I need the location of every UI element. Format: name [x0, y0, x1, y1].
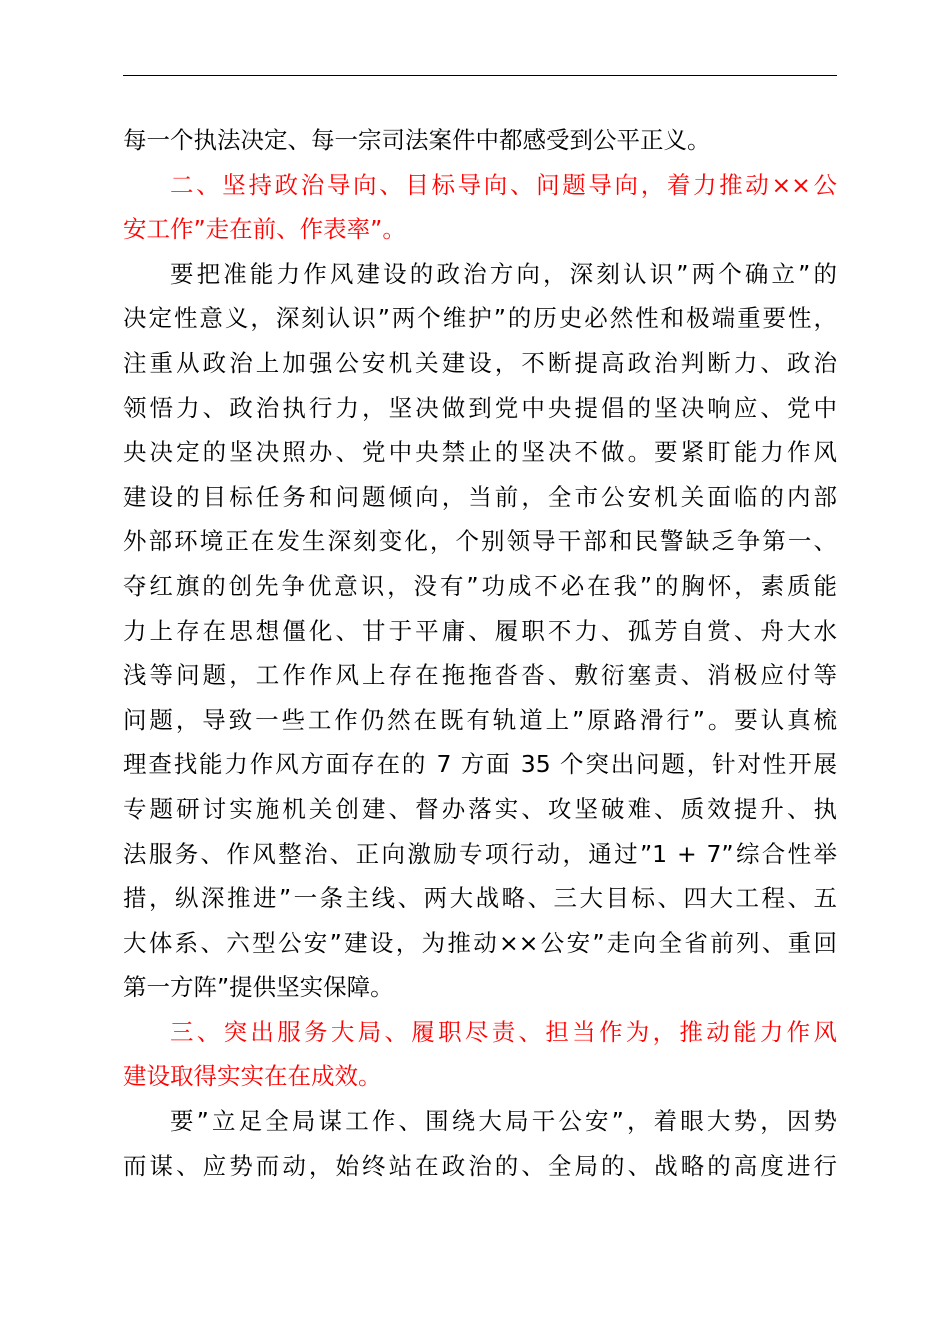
text-line: 专题研讨实施机关创建、督办落实、攻坚破难、质效提升、执 [123, 794, 837, 823]
text-line: 注重从政治上加强公安机关建设，不断提高政治判断力、政治 [123, 348, 837, 377]
header-rule [123, 75, 837, 76]
text-line: 领悟力、政治执行力，坚决做到党中央提倡的坚决响应、党中 [123, 393, 837, 422]
text-line: 每一个执法决定、每一宗司法案件中都感受到公平正义。 [123, 126, 711, 154]
section-heading-2 [123, 163, 837, 252]
paragraph-body-1 [123, 252, 837, 1010]
text-line: 法服务、作风整治、正向激励专项行动，通过”1 + 7”综合性举 [123, 839, 837, 868]
heading-line: 建设取得实实在在成效。 [123, 1062, 382, 1091]
text-line: 夺红旗的创先争优意识，没有”功成不必在我”的胸怀，素质能 [123, 571, 837, 600]
text-line: 央决定的坚决照办、党中央禁止的坚决不做。要紧盯能力作风 [123, 438, 837, 467]
text-line: 决定性意义，深刻认识”两个维护”的历史必然性和极端重要性， [123, 304, 837, 333]
section-heading-3 [123, 1010, 837, 1099]
text-line: 而谋、应势而动，始终站在政治的、全局的、战略的高度进行 [123, 1151, 837, 1180]
text-line: 大体系、六型公安”建设，为推动××公安”走向全省前列、重回 [123, 928, 837, 957]
document-body [123, 118, 837, 1188]
text-line: 要”立足全局谋工作、围绕大局干公安”，着眼大势，因势 [170, 1107, 837, 1136]
text-line: 理查找能力作风方面存在的 7 方面 35 个突出问题，针对性开展 [123, 750, 837, 779]
heading-line: 三、突出服务大局、履职尽责、担当作为，推动能力作风 [170, 1017, 837, 1046]
heading-line: 二、坚持政治导向、目标导向、问题导向，着力推动××公 [170, 170, 837, 199]
text-line: 问题，导致一些工作仍然在既有轨道上”原路滑行”。要认真梳 [123, 705, 837, 734]
text-line: 第一方阵”提供坚实保障。 [123, 973, 394, 1002]
text-line: 要把准能力作风建设的政治方向，深刻认识”两个确立”的 [170, 259, 837, 288]
text-line: 浅等问题，工作作风上存在拖拖沓沓、敷衍塞责、消极应付等 [123, 661, 837, 690]
heading-line: 安工作”走在前、作表率”。 [123, 215, 406, 244]
text-line: 建设的目标任务和问题倾向，当前，全市公安机关面临的内部 [123, 482, 837, 511]
text-line: 措，纵深推进”一条主线、两大战略、三大目标、四大工程、五 [123, 884, 837, 913]
paragraph-body-2 [123, 1099, 837, 1188]
paragraph-continuation [123, 118, 837, 163]
text-line: 力上存在思想僵化、甘于平庸、履职不力、孤芳自赏、舟大水 [123, 616, 837, 645]
text-line: 外部环境正在发生深刻变化，个别领导干部和民警缺乏争第一、 [123, 527, 837, 556]
